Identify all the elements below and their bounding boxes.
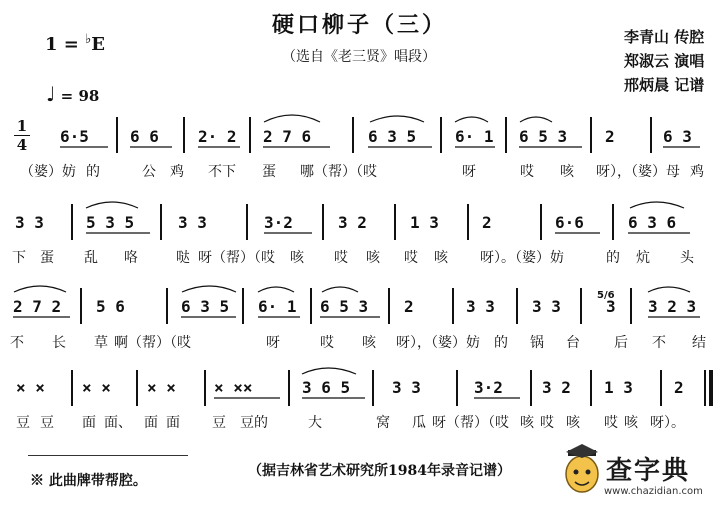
lyric: 咯 — [124, 250, 138, 266]
measure-note: 6·5 — [60, 127, 89, 146]
lyric: 豆 — [212, 415, 226, 431]
lyric: 长 — [52, 335, 66, 351]
lyric: 面、 — [104, 415, 132, 431]
measure-note: 6· 1 — [258, 297, 297, 316]
source-note: （据吉林省艺术研究所1984年录音记谱） — [248, 463, 511, 479]
watermark-url: www.chazidian.com — [604, 486, 703, 497]
measure-note: × × — [82, 378, 111, 397]
slur — [302, 368, 356, 374]
lyric: 炕 — [636, 250, 650, 266]
tempo-value: = 98 — [60, 87, 100, 105]
lyric: 咳 — [520, 415, 534, 431]
lyric: 窝 — [376, 415, 390, 431]
lyric: 头 — [680, 250, 694, 266]
measure-note: × × — [147, 378, 176, 397]
lyric: 豆的 — [240, 415, 268, 431]
lyric: 台 — [566, 335, 580, 351]
measure-note: 6 3 5 — [368, 127, 417, 146]
measure-note: × × — [16, 378, 45, 397]
measure-note: 1 3 — [604, 378, 633, 397]
lyric: 哪（帮）（哎 — [300, 164, 377, 180]
lyric: 不 — [10, 335, 24, 351]
song-title: 硬口柳子（三） — [272, 12, 448, 38]
slur — [86, 202, 138, 208]
lyric: 蛋 — [40, 250, 54, 266]
measure-note: 1 3 — [410, 213, 439, 232]
measure-note: 3 6 5 — [302, 378, 351, 397]
grace-note: 5/6 — [597, 290, 615, 301]
measure-note: 3 3 — [15, 213, 44, 232]
lyric: 的 — [86, 164, 100, 180]
lyric: 啊（帮）（哎 — [114, 335, 191, 351]
lyric: （婆）妨 — [20, 164, 76, 180]
measure-note: 6 6 — [130, 127, 159, 146]
measure-note: 6· 1 — [455, 127, 494, 146]
measure-note: 3 2 — [338, 213, 367, 232]
measure-note: 6 3 6 — [628, 213, 677, 232]
watermark-text: 查字典 — [606, 456, 691, 486]
lyric: 豆 — [40, 415, 54, 431]
measure-note: 5 6 — [96, 297, 125, 316]
measure-note: 2 7 2 — [13, 297, 62, 316]
measure-note: 3·2 — [474, 378, 503, 397]
measure-note: × ×× — [214, 378, 253, 397]
lyric: 的 — [494, 335, 508, 351]
lyric: 哎 — [540, 415, 554, 431]
slur — [322, 287, 358, 292]
lyric: 草 — [94, 335, 108, 351]
lyric: 呀（帮）（哎 — [432, 415, 509, 431]
lyric: 豆 — [16, 415, 30, 431]
lyric: 乱 — [84, 250, 98, 266]
lyric: 哒 — [176, 250, 190, 266]
measure-note: 6 3 — [663, 127, 692, 146]
lyric: 哎 — [320, 335, 334, 351]
lyric: 咳 — [624, 415, 638, 431]
lyric: 咳 — [362, 335, 376, 351]
measure-note: 2 7 6 — [263, 127, 312, 146]
lyric: 鸡 — [690, 164, 704, 180]
credit-arranger: 李青山 传腔 — [624, 28, 705, 46]
lyric: 哎 — [334, 250, 348, 266]
slur — [455, 117, 488, 122]
measure-note: 2· 2 — [198, 127, 237, 146]
slur — [370, 116, 424, 122]
measure-note: 3 2 — [542, 378, 571, 397]
lyric: 哎 — [520, 164, 534, 180]
lyric: 咳 — [434, 250, 448, 266]
measure-note: 6 5 3 — [320, 297, 369, 316]
lyric: 咳 — [560, 164, 574, 180]
slur — [264, 115, 320, 122]
credit-transcriber: 邢炳晨 记谱 — [624, 76, 705, 94]
slur — [182, 286, 236, 292]
lyric: 下 — [12, 250, 26, 266]
footnote-separator — [28, 455, 188, 456]
measure-note: 3 3 — [532, 297, 561, 316]
lyric: 面 — [82, 415, 96, 431]
measure-note: 3 3 — [392, 378, 421, 397]
slur — [258, 287, 294, 292]
slur — [14, 286, 66, 292]
lyric: 后 — [614, 335, 628, 351]
key-note: E — [91, 34, 106, 55]
lyric: 咳 — [366, 250, 380, 266]
lyric: 大 — [308, 415, 322, 431]
lyric: 呀 — [266, 335, 280, 351]
lyric: 呀（帮）（哎 — [198, 250, 275, 266]
measure-note: 5 3 5 — [86, 213, 135, 232]
slur — [630, 202, 684, 208]
lyric: 瓜 — [412, 415, 426, 431]
lyric: 呀），（婆）妨 — [396, 335, 480, 351]
measure-note: 3 2 3 — [648, 297, 697, 316]
measure-note: 6 5 3 — [519, 127, 568, 146]
lyric: 蛋 — [262, 164, 276, 180]
flat-sign: ♭ — [85, 32, 92, 47]
measure-note: 2 — [605, 127, 615, 146]
lyric: 呀），（婆）母 — [596, 164, 680, 180]
measure-note: 6·6 — [555, 213, 584, 232]
key-prefix: 1 = — [45, 34, 86, 55]
slur — [648, 287, 690, 292]
lyric: 的 — [606, 250, 620, 266]
measure-note: 3 — [606, 297, 616, 316]
measure-note: 6 3 5 — [181, 297, 230, 316]
lyric: 呀 — [462, 164, 476, 180]
lyric: 呀）。（婆）妨 — [480, 250, 564, 266]
measure-note: 2 — [404, 297, 414, 316]
credit-singer: 郑淑云 演唱 — [624, 52, 705, 70]
lyric: 锅 — [530, 335, 544, 351]
footnote: ※ 此曲牌带帮腔。 — [30, 473, 147, 489]
song-subtitle: （选自《老三贤》唱段） — [282, 49, 436, 65]
lyric: 咳 — [290, 250, 304, 266]
quarter-note-icon: ♩ — [46, 82, 56, 106]
measure-note: 3 3 — [466, 297, 495, 316]
time-signature-bottom: 4 — [16, 136, 28, 154]
slur — [520, 117, 552, 122]
lyric: 结 — [692, 335, 706, 351]
lyric: 鸡 — [170, 164, 184, 180]
measure-note: 3·2 — [264, 213, 293, 232]
lyric: 公 — [142, 164, 156, 180]
lyric: 呀）。 — [650, 415, 685, 431]
lyric: 面 — [166, 415, 180, 431]
lyric: 不 — [652, 335, 666, 351]
measure-note: 2 — [674, 378, 684, 397]
time-signature-top: 1 — [16, 117, 28, 135]
lyric: 哎 — [404, 250, 418, 266]
measure-note: 3 3 — [178, 213, 207, 232]
lyric: 咳 — [566, 415, 580, 431]
lyric: 面 — [144, 415, 158, 431]
lyric: 哎 — [604, 415, 618, 431]
lyric: 不下 — [208, 164, 236, 180]
measure-note: 2 — [482, 213, 492, 232]
